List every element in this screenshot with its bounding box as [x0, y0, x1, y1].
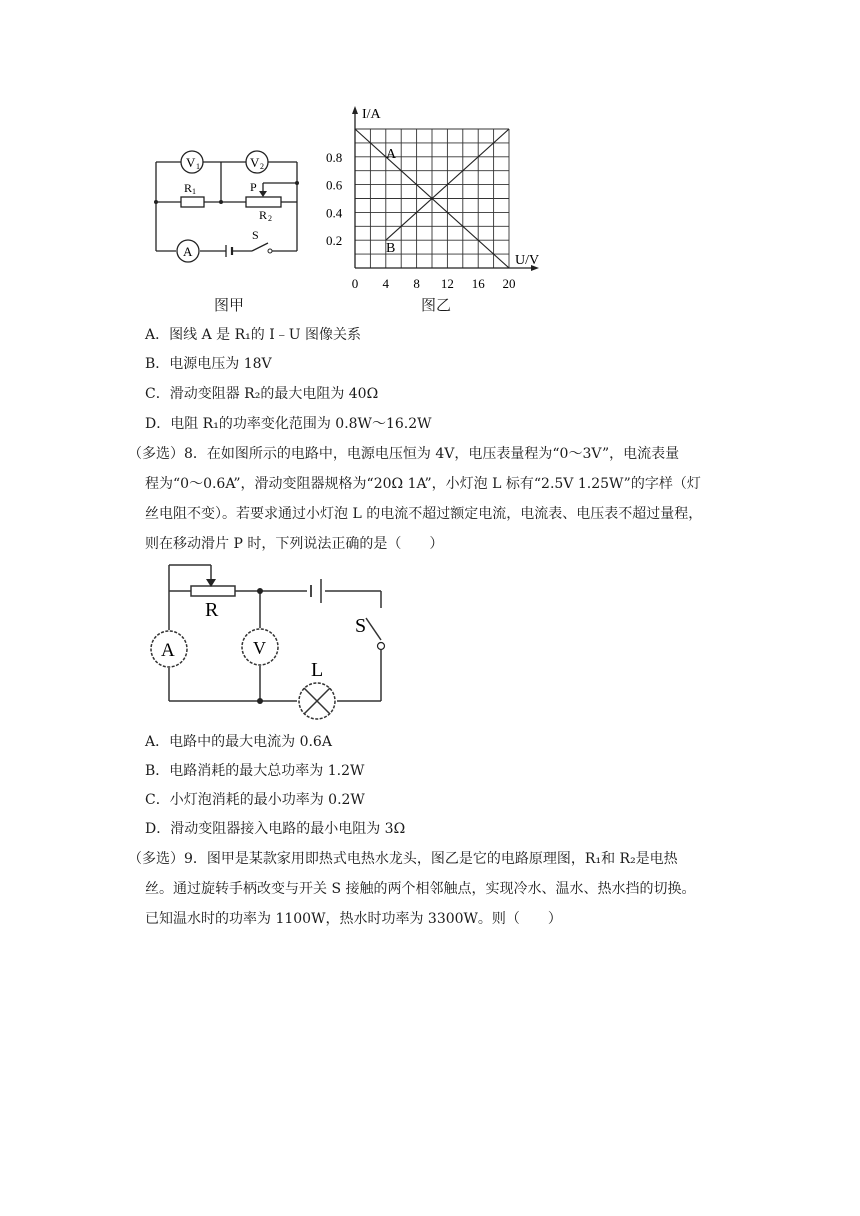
option-letter: B． [145, 356, 170, 372]
q8-option-d[interactable] [145, 818, 405, 840]
line-a-label: A [386, 147, 397, 162]
r2-label: R [259, 208, 268, 222]
lamp-label: L [311, 659, 324, 681]
p-label: P [250, 180, 257, 194]
option-text: 电路中的最大电流为 0.6A [169, 734, 332, 750]
q7-option-c[interactable] [145, 383, 378, 405]
x-tick-label: 8 [413, 276, 420, 291]
option-letter: B． [145, 763, 170, 779]
y-tick-label: 0.6 [326, 177, 343, 193]
v1-label: V [186, 155, 196, 170]
option-letter: D． [145, 416, 171, 432]
x-tick-label: 4 [382, 276, 390, 291]
y-axis-arrow [352, 106, 358, 114]
option-letter: C． [145, 386, 170, 402]
q8-line-3: 丝电阻不变）。若要求通过小灯泡 L 的电流不超过额定电流，电流表、电压表不超过量程， [145, 506, 703, 522]
q8-option-a[interactable] [145, 731, 332, 753]
rheostat-label: R [205, 599, 219, 621]
q9-line-1: （多选）9．图甲是某款家用即热式电热水龙头，图乙是它的电路原理图，R₁和 R₂是电热 [128, 851, 678, 867]
r1-sub: 1 [192, 187, 196, 196]
option-text: 小灯泡消耗的最小功率为 0.2W [169, 792, 365, 808]
q9-line-3: 已知温水时的功率为 1100W，热水时功率为 3300W。则（ ） [145, 911, 562, 927]
q8-option-b[interactable] [145, 760, 364, 782]
r1-label: R [184, 181, 193, 195]
q8-option-c[interactable] [145, 789, 365, 811]
y-axis-label: I/A [362, 107, 381, 122]
option-text: 电阻 R₁的功率变化范围为 0.8W～16.2W [170, 416, 432, 432]
q8-tag: （多选）8． [128, 446, 207, 462]
option-text: 电源电压为 18V [169, 356, 272, 372]
v1-sub: 1 [196, 162, 200, 171]
q8-line-1: （多选）8．在如图所示的电路中，电源电压恒为 4V，电压表量程为“0～3V”，电流表量 [128, 446, 680, 462]
fig-yi-caption: 图乙 [421, 296, 452, 314]
option-letter: A． [145, 734, 170, 750]
option-text: 电路消耗的最大总功率为 1.2W [169, 763, 365, 779]
v2-sub: 2 [260, 162, 264, 171]
q8-line-4: 则在移动滑片 P 时，下列说法正确的是（ ） [145, 536, 444, 552]
x-tick-label: 0 [351, 276, 359, 291]
line-b-label: B [386, 241, 396, 256]
voltmeter-label: V [253, 638, 266, 658]
ammeter-label: A [183, 244, 193, 259]
y-tick-label: 0.2 [326, 233, 343, 249]
option-letter: A． [145, 327, 170, 343]
v2-label: V [250, 155, 260, 170]
q9-tag: （多选）9． [128, 851, 207, 867]
q7-option-b[interactable] [145, 353, 272, 375]
q7-option-d[interactable] [145, 413, 432, 435]
switch-label: S [355, 615, 367, 637]
x-tick-label: 20 [502, 276, 516, 291]
x-tick-label: 16 [471, 276, 485, 291]
option-text: 图线 A 是 R₁的 I﹣U 图像关系 [169, 327, 361, 343]
option-letter: D． [145, 821, 171, 837]
circuit-diagram-jia [140, 138, 310, 268]
y-tick-label: 0.4 [326, 205, 343, 221]
q7-option-a[interactable] [145, 324, 361, 346]
graph-yi [318, 100, 548, 292]
fig-jia-caption: 图甲 [214, 296, 245, 314]
r2-sub: 2 [268, 214, 272, 223]
option-letter: C． [145, 792, 170, 808]
ammeter-label: A [161, 640, 175, 661]
circuit-diagram-q8 [145, 560, 395, 722]
option-text: 滑动变阻器接入电路的最小电阻为 3Ω [170, 821, 406, 837]
q9-line-2: 丝。通过旋转手柄改变与开关 S 接触的两个相邻触点，实现冷水、温水、热水挡的切换。 [145, 881, 696, 897]
x-tick-label: 12 [440, 276, 454, 291]
option-text: 滑动变阻器 R₂的最大电阻为 40Ω [169, 386, 379, 402]
y-tick-label: 0.8 [326, 149, 343, 165]
switch-label: S [252, 228, 259, 242]
x-axis-label: U/V [515, 253, 540, 268]
q8-line-2: 程为“0～0.6A”，滑动变阻器规格为“20Ω 1A”，小灯泡 L 标有“2.5V 1.25W”的字样（灯 [145, 476, 701, 492]
